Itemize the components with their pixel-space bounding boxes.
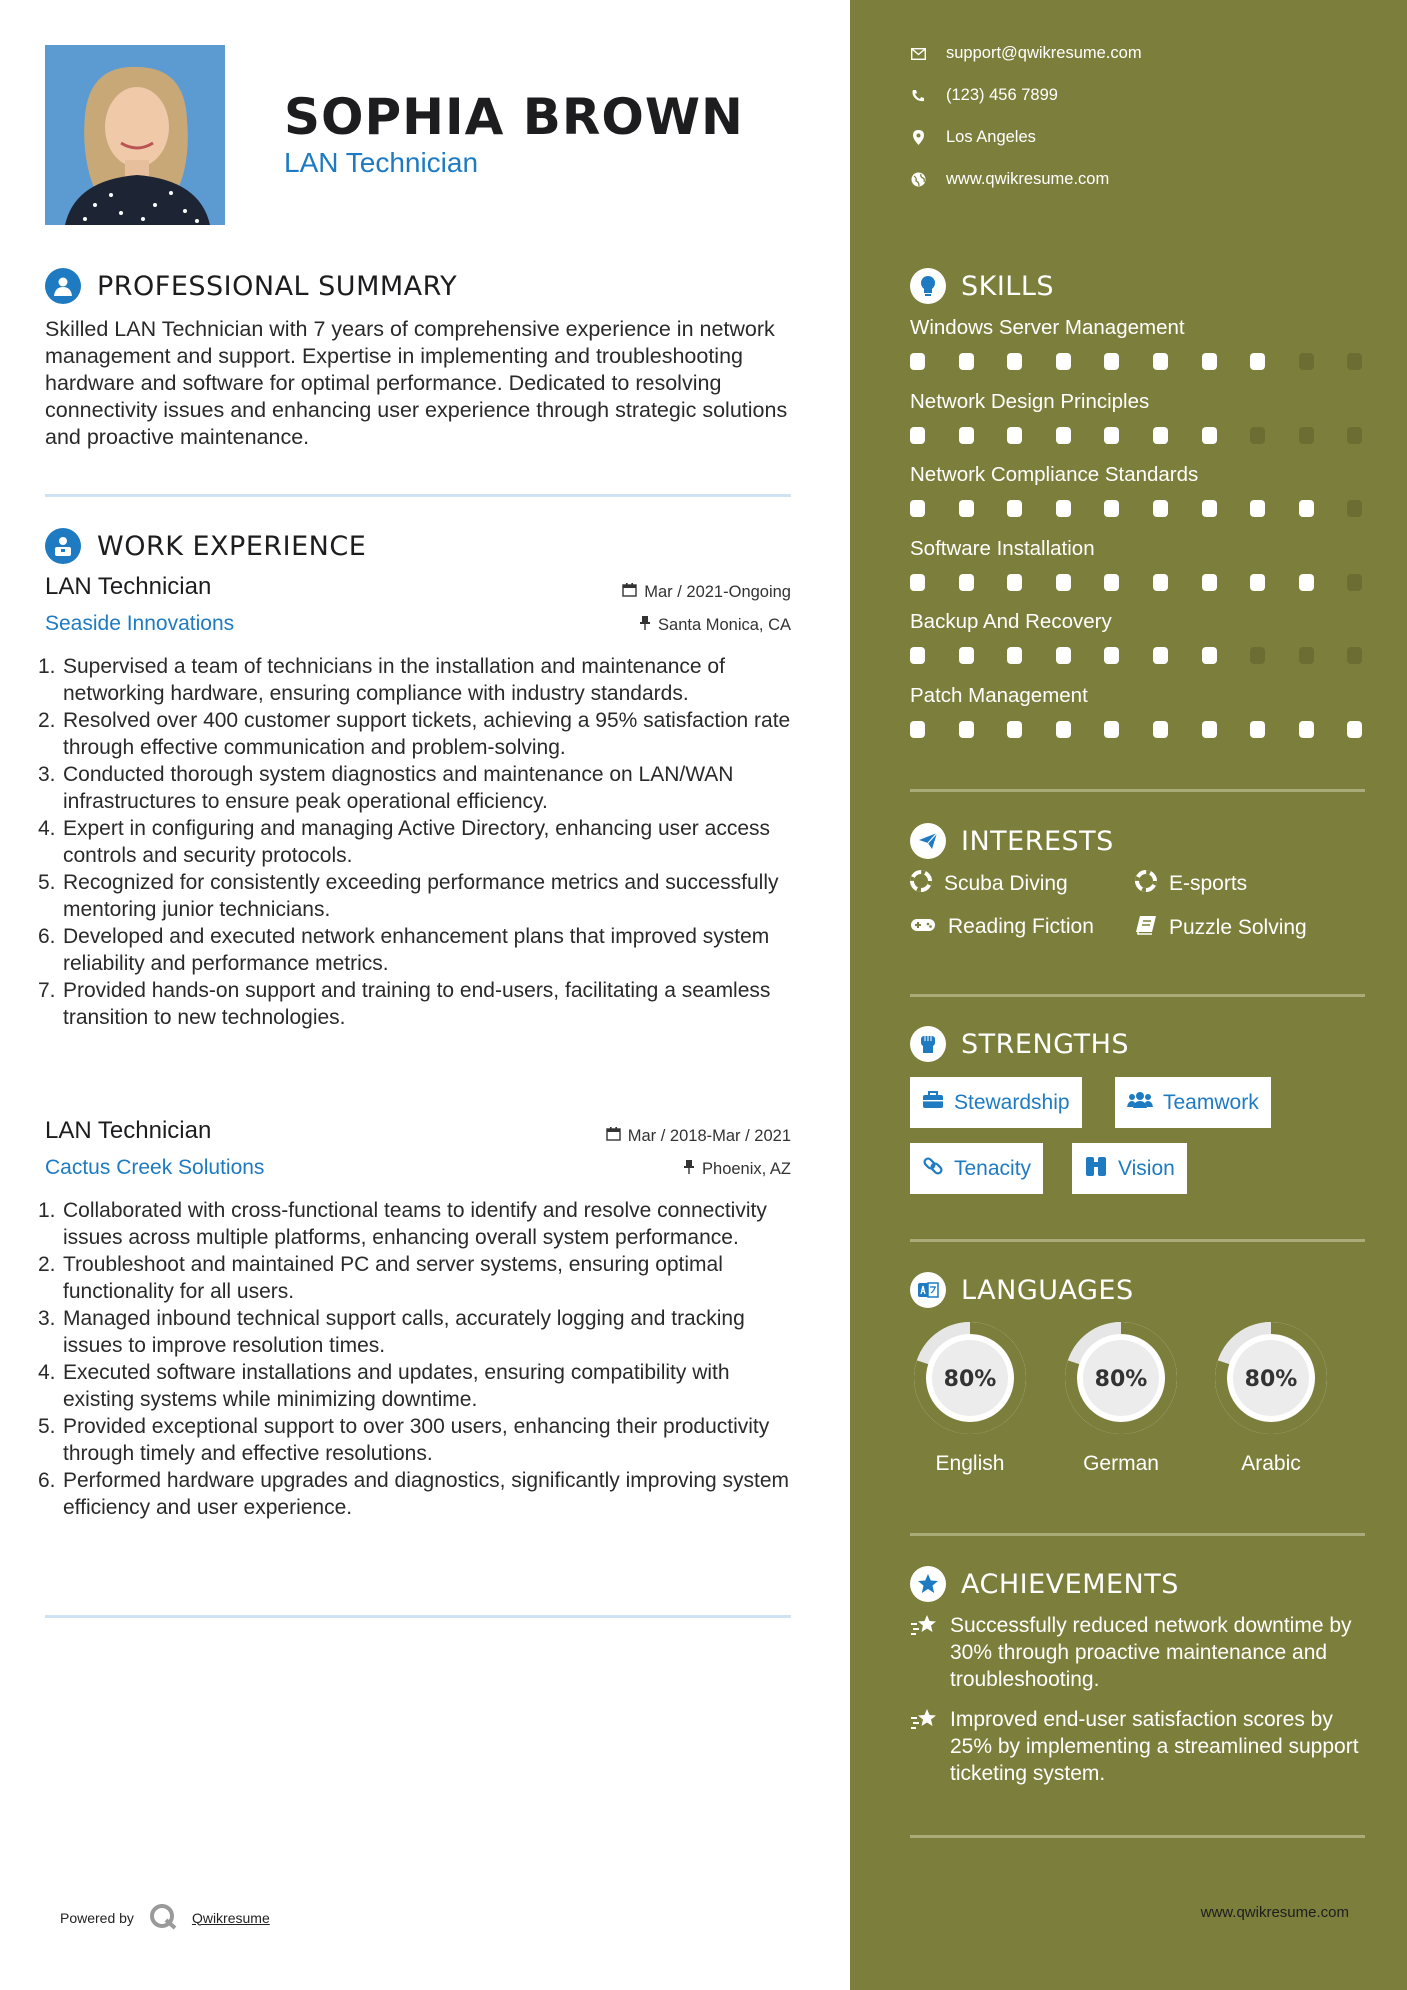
rating-dot-filled <box>1202 500 1217 517</box>
rating-dot-filled <box>1056 500 1071 517</box>
strength-chip: Tenacity <box>910 1143 1043 1194</box>
life-ring-icon <box>1135 870 1157 898</box>
strength-chip: Stewardship <box>910 1077 1082 1128</box>
powered-by: Powered by Qwikresume <box>60 1902 270 1933</box>
strengths-header <box>910 1026 1129 1062</box>
rating-dot-filled <box>959 353 974 370</box>
users-icon <box>1127 1091 1153 1115</box>
list-item: 4. Expert in configuring and managing Active Directory, enhancing user access controls and security protocols. <box>38 817 770 867</box>
rating-dot-filled <box>1007 647 1022 664</box>
job-location: Santa Monica, CA <box>639 615 791 635</box>
rating-dot-empty <box>1250 427 1265 444</box>
life-ring-icon <box>910 870 932 898</box>
star-badge-icon <box>910 1566 946 1602</box>
list-item: 6. Performed hardware upgrades and diagnostics, significantly improving system efficiency and user experience. <box>38 1469 790 1519</box>
list-item: 4. Executed software installations and updates, ensuring compatibility with existing systems while minimizing downtime. <box>38 1361 730 1411</box>
pin-icon <box>683 1159 695 1179</box>
skill-name: Patch Management <box>910 684 1088 707</box>
strength-chip: Teamwork <box>1115 1077 1271 1128</box>
skill-rating <box>910 353 1362 370</box>
lightbulb-icon <box>910 268 946 304</box>
rating-dot-filled <box>1202 574 1217 591</box>
interests-header <box>910 823 1114 859</box>
language-name: English <box>935 1452 1005 1475</box>
profile-photo <box>45 45 225 225</box>
briefcase-user-icon <box>45 528 81 564</box>
rating-dot-filled <box>1299 500 1314 517</box>
rating-dot-empty <box>1347 353 1362 370</box>
calendar-icon <box>622 582 637 602</box>
skill-name: Windows Server Management <box>910 316 1185 339</box>
rating-dot-filled <box>1104 721 1119 738</box>
rating-dot-filled <box>1347 721 1362 738</box>
job-title: LAN Technician <box>45 1117 212 1144</box>
rating-dot-empty <box>1250 647 1265 664</box>
strength-chip: Vision <box>1072 1143 1187 1194</box>
list-item: 6. Developed and executed network enhancement plans that improved system reliability and performance metrics. <box>38 925 770 975</box>
globe-icon <box>910 172 926 188</box>
shooting-star-icon <box>910 1612 950 1693</box>
skill-rating <box>910 500 1362 517</box>
interest-item: E-sports <box>1135 870 1247 898</box>
experience-header <box>45 528 366 564</box>
binoculars-icon <box>1084 1155 1108 1183</box>
list-item: 2. Troubleshoot and maintained PC and server systems, ensuring optimal functionality for all users. <box>38 1253 723 1303</box>
gamepad-icon <box>910 915 936 939</box>
job-date: Mar / 2018-Mar / 2021 <box>606 1126 791 1146</box>
rating-dot-empty <box>1299 353 1314 370</box>
rating-dot-filled <box>1153 500 1168 517</box>
achievement-item: Improved end-user satisfaction scores by 25% by implementing a streamlined support ticketing system. <box>910 1706 1370 1787</box>
rating-dot-empty <box>1299 647 1314 664</box>
languages-title: LANGUAGES <box>961 1274 1134 1306</box>
candidate-name: SOPHIA BROWN <box>284 88 744 146</box>
contact-location: Los Angeles <box>910 128 1036 147</box>
achievement-item: Successfully reduced network downtime by 30% through proactive maintenance and troubleshooting. <box>910 1612 1370 1693</box>
rating-dot-filled <box>1202 647 1217 664</box>
divider <box>910 789 1365 792</box>
map-marker-icon <box>910 130 926 146</box>
list-item: 2. Resolved over 400 customer support tickets, achieving a 95% satisfaction rate through effective communication and problem-solving. <box>38 709 791 759</box>
sidebar <box>850 0 1407 1990</box>
rating-dot-filled <box>1104 574 1119 591</box>
rating-dot-filled <box>1153 721 1168 738</box>
rating-dot-filled <box>1153 574 1168 591</box>
interest-item: Puzzle Solving <box>1135 915 1307 941</box>
calendar-icon <box>606 1126 621 1146</box>
link-icon <box>922 1155 944 1183</box>
job-date: Mar / 2021-Ongoing <box>622 582 791 602</box>
rating-dot-filled <box>910 353 925 370</box>
rating-dot-filled <box>910 427 925 444</box>
paper-plane-icon <box>910 823 946 859</box>
strengths-title: STRENGTHS <box>961 1028 1130 1060</box>
rating-dot-filled <box>1104 427 1119 444</box>
contact-phone: (123) 456 7899 <box>910 86 1058 105</box>
rating-dot-empty <box>1299 427 1314 444</box>
rating-dot-filled <box>1007 721 1022 738</box>
rating-dot-empty <box>1347 574 1362 591</box>
skill-name: Network Design Principles <box>910 390 1150 413</box>
rating-dot-filled <box>1153 353 1168 370</box>
rating-dot-filled <box>910 647 925 664</box>
language-gauge <box>910 1318 1030 1438</box>
language-gauge <box>1211 1318 1331 1438</box>
rating-dot-filled <box>1056 647 1071 664</box>
rating-dot-filled <box>1250 574 1265 591</box>
list-item: 7. Provided hands-on support and training to end-users, facilitating a seamless transition to new technologies. <box>38 979 771 1029</box>
list-item: 1. Supervised a team of technicians in the installation and maintenance of networking hardware, ensuring compliance with industry standards. <box>38 655 725 705</box>
rating-dot-filled <box>1104 500 1119 517</box>
interest-item: Scuba Diving <box>910 870 1068 898</box>
rating-dot-empty <box>1347 500 1362 517</box>
divider <box>910 1533 1365 1536</box>
summary-text: Skilled LAN Technician with 7 years of comprehensive experience in network management and support. Expertise in implementing and troubleshooting hardware and software for optimal performance. Dedicated to resolving connectivity issues and enhancing user experience through strategic solutions and proactive maintenance. <box>45 317 788 449</box>
rating-dot-filled <box>959 427 974 444</box>
summary-header <box>45 268 457 304</box>
rating-dot-filled <box>1056 721 1071 738</box>
job-company: Seaside Innovations <box>45 612 235 635</box>
skill-name: Network Compliance Standards <box>910 463 1199 486</box>
achievements-header <box>910 1566 1179 1602</box>
fist-icon <box>910 1026 946 1062</box>
job-title: LAN Technician <box>45 573 212 600</box>
list-item: 3. Managed inbound technical support calls, accurately logging and tracking issues to improve resolution times. <box>38 1307 745 1357</box>
rating-dot-filled <box>1007 353 1022 370</box>
interests-title: INTERESTS <box>961 825 1114 857</box>
divider <box>910 994 1365 997</box>
qwikresume-link[interactable]: Qwikresume <box>191 1909 270 1926</box>
list-item: 1. Collaborated with cross-functional teams to identify and resolve connectivity issues across multiple platforms, enhancing overall system performance. <box>38 1199 767 1249</box>
briefcase-icon <box>922 1091 944 1115</box>
rating-dot-filled <box>959 647 974 664</box>
rating-dot-filled <box>1299 721 1314 738</box>
rating-dot-empty <box>1347 427 1362 444</box>
rating-dot-filled <box>1104 353 1119 370</box>
list-item: 5. Recognized for consistently exceeding performance metrics and successfully mentoring junior technicians. <box>38 871 779 921</box>
interest-item: Reading Fiction <box>910 915 1094 939</box>
envelope-icon <box>910 46 926 62</box>
book-icon <box>1135 915 1157 941</box>
experience-title: WORK EXPERIENCE <box>97 530 367 562</box>
rating-dot-filled <box>1153 647 1168 664</box>
rating-dot-empty <box>1347 647 1362 664</box>
job-responsibilities <box>38 1197 798 1521</box>
rating-dot-filled <box>959 500 974 517</box>
rating-dot-filled <box>1202 427 1217 444</box>
divider <box>45 494 791 497</box>
rating-dot-filled <box>1250 721 1265 738</box>
language-percent: 80% <box>1244 1367 1298 1392</box>
job-responsibilities <box>38 653 798 1031</box>
shooting-star-icon <box>910 1706 950 1787</box>
rating-dot-filled <box>910 500 925 517</box>
summary-title: PROFESSIONAL SUMMARY <box>97 270 458 302</box>
skills-title: SKILLS <box>961 270 1055 302</box>
rating-dot-filled <box>1202 353 1217 370</box>
divider <box>45 1615 791 1618</box>
phone-icon <box>910 88 926 104</box>
language-name: Arabic <box>1241 1452 1301 1475</box>
rating-dot-filled <box>959 574 974 591</box>
user-icon <box>45 268 81 304</box>
rating-dot-filled <box>1153 427 1168 444</box>
rating-dot-filled <box>1104 647 1119 664</box>
contact-email: support@qwikresume.com <box>910 44 1142 63</box>
rating-dot-filled <box>1007 427 1022 444</box>
rating-dot-filled <box>1202 721 1217 738</box>
footer-website[interactable]: www.qwikresume.com <box>1200 1904 1349 1921</box>
pin-icon <box>639 615 651 635</box>
contact-website: www.qwikresume.com <box>910 170 1109 189</box>
divider <box>910 1835 1365 1838</box>
rating-dot-filled <box>1007 500 1022 517</box>
candidate-role: LAN Technician <box>284 147 479 178</box>
skill-rating <box>910 574 1362 591</box>
language-name: German <box>1083 1452 1159 1475</box>
rating-dot-filled <box>910 721 925 738</box>
rating-dot-filled <box>1007 574 1022 591</box>
rating-dot-filled <box>1056 574 1071 591</box>
job-company: Cactus Creek Solutions <box>45 1156 265 1179</box>
qwikresume-logo-icon <box>148 1902 178 1933</box>
divider <box>910 1239 1365 1242</box>
list-item: 3. Conducted thorough system diagnostics and maintenance on LAN/WAN infrastructures to ensure peak operational efficiency. <box>38 763 734 813</box>
language-percent: 80% <box>943 1367 997 1392</box>
language-icon <box>910 1272 946 1308</box>
list-item: 5. Provided exceptional support to over 300 users, enhancing their productivity through timely and effective resolutions. <box>38 1415 770 1465</box>
rating-dot-filled <box>1056 427 1071 444</box>
rating-dot-filled <box>1056 353 1071 370</box>
skill-rating <box>910 721 1362 738</box>
job-location: Phoenix, AZ <box>683 1159 791 1179</box>
skill-name: Software Installation <box>910 537 1095 560</box>
language-percent: 80% <box>1094 1367 1148 1392</box>
achievements-title: ACHIEVEMENTS <box>961 1568 1179 1600</box>
rating-dot-filled <box>959 721 974 738</box>
skill-rating <box>910 647 1362 664</box>
skill-rating <box>910 427 1362 444</box>
skill-name: Backup And Recovery <box>910 610 1112 633</box>
rating-dot-filled <box>1299 574 1314 591</box>
rating-dot-filled <box>910 574 925 591</box>
language-gauge <box>1061 1318 1181 1438</box>
skills-header <box>910 268 1054 304</box>
rating-dot-filled <box>1250 353 1265 370</box>
languages-header <box>910 1272 1134 1308</box>
rating-dot-filled <box>1250 500 1265 517</box>
